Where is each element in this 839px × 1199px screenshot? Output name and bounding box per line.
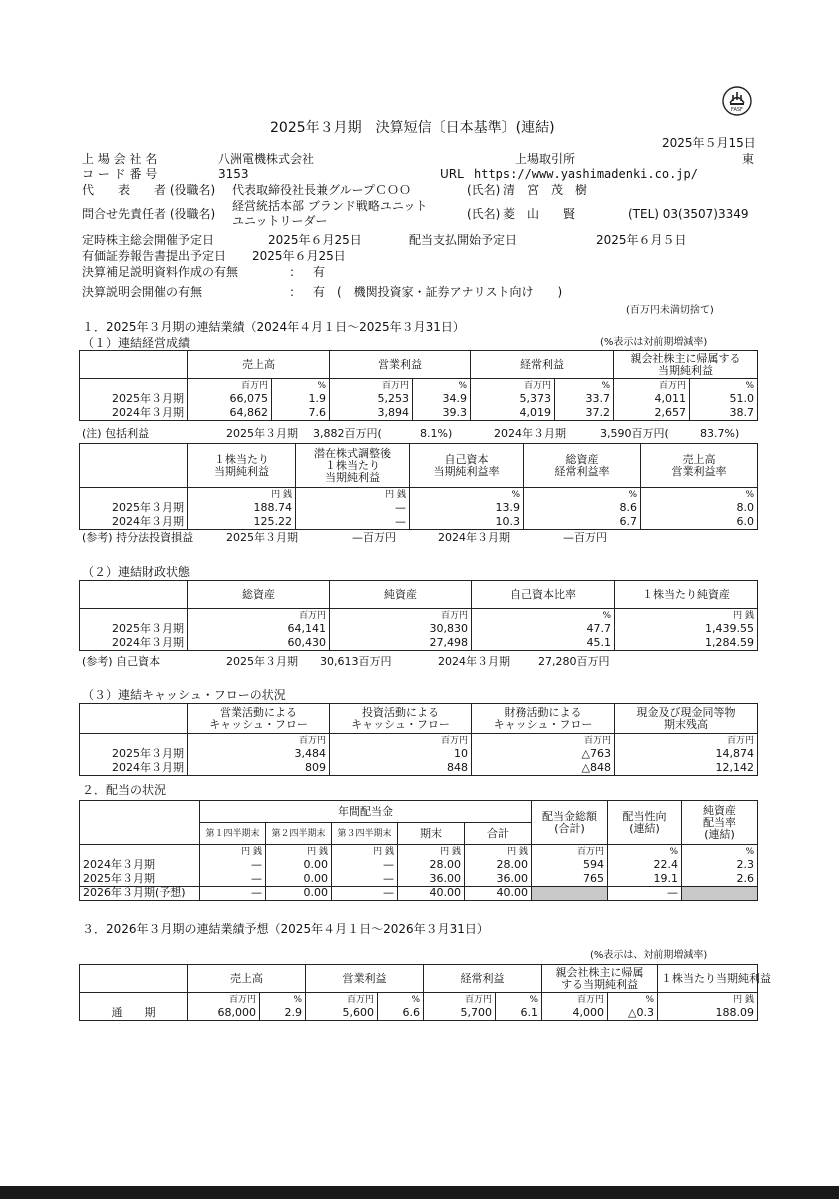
col-roa: 総資産 経常利益率 xyxy=(524,444,641,488)
value-cell: — xyxy=(296,502,410,516)
row-label: 2024年３月期 xyxy=(80,859,200,873)
row-label: 2025年３月期 xyxy=(80,873,200,887)
unit-cell: 百万円 xyxy=(188,734,330,748)
table-row xyxy=(80,873,758,887)
equity-note-period-1: 2025年３月期 xyxy=(226,531,298,544)
value-cell: 7.6 xyxy=(272,407,330,421)
exchange-label: 上場取引所 xyxy=(515,152,576,166)
contact-tel: (TEL) 03(3507)3349 xyxy=(628,207,749,221)
unit-cell: 百万円 xyxy=(472,734,615,748)
own-equity-value-1: 30,613百万円 xyxy=(320,655,392,668)
unit-row-label xyxy=(80,379,188,393)
shaded-cell xyxy=(682,887,758,901)
table-row xyxy=(80,502,758,516)
contact-name: 菱 山 賢 xyxy=(503,207,576,221)
forecast-table xyxy=(79,964,771,1021)
unit-note: (百万円未満切捨て) xyxy=(626,305,714,316)
comp-note-period-2: 2024年３月期 xyxy=(494,427,566,440)
exchange-value: 東 xyxy=(742,152,755,166)
agm-label: 定時株主総会開催予定日 xyxy=(82,233,215,247)
value-cell: 12,142 xyxy=(615,762,758,776)
shaded-cell xyxy=(532,887,608,901)
brief-colon: : xyxy=(290,285,295,299)
row-label: 2025年３月期 xyxy=(80,393,188,407)
row-label: 2024年３月期 xyxy=(80,516,188,530)
corner-cell xyxy=(80,351,188,379)
section-forecast-title: ３．2026年３月期の連結業績予想（2025年４月１日～2026年３月31日） xyxy=(82,922,489,936)
value-cell: △763 xyxy=(472,748,615,762)
value-cell: 6.0 xyxy=(641,516,758,530)
unit-cell: 円 銭 xyxy=(200,845,266,859)
col-eps: １株当たり 当期純利益 xyxy=(188,444,296,488)
unit-cell: 円 銭 xyxy=(658,993,758,1007)
contact-title-1: 経営統括本部 ブランド戦略ユニット xyxy=(232,199,428,213)
section-dividend-title: ２．配当の状況 xyxy=(82,783,167,797)
svg-text:FASF: FASF xyxy=(731,107,743,113)
corner-cell xyxy=(80,965,188,993)
value-cell: 34.9 xyxy=(413,393,471,407)
value-cell: — xyxy=(608,887,682,901)
col-ord-income: 経常利益 xyxy=(471,351,614,379)
table-row xyxy=(80,859,758,873)
value-cell: 5,700 xyxy=(424,1007,496,1021)
rep-title: 代表取締役社長兼グループＣＯＯ xyxy=(232,183,412,197)
value-cell: 40.00 xyxy=(398,887,465,901)
col-payout-ratio: 配当性向 (連結) xyxy=(608,801,682,845)
value-cell: — xyxy=(332,887,398,901)
col-op-income: 営業利益 xyxy=(306,965,424,993)
fasf-logo xyxy=(722,86,752,116)
unit-cell: % xyxy=(410,488,524,502)
unit-cell: % xyxy=(608,845,682,859)
row-label: 2025年３月期 xyxy=(80,502,188,516)
unit-cell: % xyxy=(555,379,614,393)
value-cell: 125.22 xyxy=(188,516,296,530)
value-cell: 6.7 xyxy=(524,516,641,530)
value-cell: — xyxy=(332,873,398,887)
value-cell: 4,000 xyxy=(542,1007,608,1021)
unit-cell: 百万円 xyxy=(188,993,260,1007)
agm-date: 2025年６月25日 xyxy=(268,233,362,247)
value-cell: 5,600 xyxy=(306,1007,378,1021)
value-cell: 68,000 xyxy=(188,1007,260,1021)
unit-cell: 百万円 xyxy=(330,379,413,393)
value-cell: 1,284.59 xyxy=(615,637,758,651)
value-cell: 188.74 xyxy=(188,502,296,516)
value-cell: — xyxy=(296,516,410,530)
unit-cell: % xyxy=(496,993,542,1007)
value-cell: 28.00 xyxy=(398,859,465,873)
rep-name-label: (氏名) xyxy=(467,183,501,197)
col-bps: １株当たり純資産 xyxy=(615,581,758,609)
col-investing-cf: 投資活動による キャッシュ・フロー xyxy=(330,704,472,734)
col-eps: １株当たり当期純利益 xyxy=(658,965,758,993)
col-dividend-on-equity: 純資産 配当率 (連結) xyxy=(682,801,758,845)
value-cell: 51.0 xyxy=(690,393,758,407)
operating-results-table xyxy=(79,350,758,421)
own-equity-value-2: 27,280百万円 xyxy=(538,655,610,668)
contact-title-2: ユニットリーダー xyxy=(232,214,328,228)
unit-cell: 円 銭 xyxy=(465,845,532,859)
value-cell: 27,498 xyxy=(330,637,472,651)
row-label: 2024年３月期 xyxy=(80,407,188,421)
col-sales: 売上高 xyxy=(188,351,330,379)
own-equity-note: (参考) 自己資本 xyxy=(82,655,161,668)
contact-label: 問合せ先責任者 (役職名) xyxy=(82,207,216,221)
company-label: 上 場 会 社 名 xyxy=(82,152,158,166)
unit-cell: % xyxy=(690,379,758,393)
row-label: 2025年３月期 xyxy=(80,748,188,762)
value-cell: 188.09 xyxy=(658,1007,758,1021)
value-cell: 10.3 xyxy=(410,516,524,530)
comp-note-period-1: 2025年３月期 xyxy=(226,427,298,440)
unit-cell: % xyxy=(682,845,758,859)
table-row xyxy=(80,762,758,776)
value-cell: 22.4 xyxy=(608,859,682,873)
col-sales: 売上高 xyxy=(188,965,306,993)
value-cell: 40.00 xyxy=(465,887,532,901)
row-label: 通 期 xyxy=(80,1007,188,1021)
col-net-income: 親会社株主に帰属する 当期純利益 xyxy=(614,351,758,379)
col-diluted-eps: 潜在株式調整後 １株当たり 当期純利益 xyxy=(296,444,410,488)
corner-cell xyxy=(80,704,188,734)
value-cell: 64,862 xyxy=(188,407,272,421)
section-cash-flow-title: （３）連結キャッシュ・フローの状況 xyxy=(82,688,286,702)
col-q2: 第２四半期末 xyxy=(266,823,332,845)
section-financial-position-title: （２）連結財政状態 xyxy=(82,565,191,579)
corner-cell xyxy=(80,444,188,488)
value-cell: — xyxy=(332,859,398,873)
comprehensive-income-note: (注) 包括利益 xyxy=(82,427,150,440)
row-label: 2025年３月期 xyxy=(80,623,188,637)
unit-cell: % xyxy=(272,379,330,393)
value-cell: 45.1 xyxy=(472,637,615,651)
report-date-value: 2025年６月25日 xyxy=(252,249,346,263)
unit-cell: % xyxy=(378,993,424,1007)
col-ord-income: 経常利益 xyxy=(424,965,542,993)
change-note: (%表示は対前期増減率) xyxy=(600,337,708,348)
value-cell: 37.2 xyxy=(555,407,614,421)
col-total-assets: 総資産 xyxy=(188,581,330,609)
value-cell: △0.3 xyxy=(608,1007,658,1021)
value-cell: 30,830 xyxy=(330,623,472,637)
col-roe: 自己資本 当期純利益率 xyxy=(410,444,524,488)
unit-cell: 円 銭 xyxy=(266,845,332,859)
code-label: コ ー ド 番 号 xyxy=(82,167,158,181)
row-label: 2024年３月期 xyxy=(80,637,188,651)
supp-value: 有 xyxy=(313,265,326,279)
company-name: 八洲電機株式会社 xyxy=(218,152,315,166)
unit-cell: 円 銭 xyxy=(296,488,410,502)
value-cell: 0.00 xyxy=(266,887,332,901)
value-cell: 765 xyxy=(532,873,608,887)
unit-cell: % xyxy=(524,488,641,502)
code-value: 3153 xyxy=(218,167,249,181)
col-net-assets: 純資産 xyxy=(330,581,472,609)
value-cell: 28.00 xyxy=(465,859,532,873)
unit-cell: 百万円 xyxy=(424,993,496,1007)
value-cell: 8.0 xyxy=(641,502,758,516)
equity-method-note: (参考) 持分法投資損益 xyxy=(82,531,194,544)
unit-cell: 円 銭 xyxy=(188,488,296,502)
comp-note-pct-1: 8.1%) xyxy=(420,427,453,440)
unit-row-label xyxy=(80,488,188,502)
rep-name: 清 宮 茂 樹 xyxy=(503,183,588,197)
value-cell: 594 xyxy=(532,859,608,873)
corner-cell xyxy=(80,801,200,845)
own-equity-period-1: 2025年３月期 xyxy=(226,655,298,668)
comp-note-value-2: 3,590百万円( xyxy=(600,427,669,440)
contact-name-label: (氏名) xyxy=(467,207,501,221)
value-cell: 809 xyxy=(188,762,330,776)
row-label: 2026年３月期(予想) xyxy=(80,887,200,901)
unit-cell: 百万円 xyxy=(532,845,608,859)
unit-cell: 百万円 xyxy=(306,993,378,1007)
value-cell: 2.6 xyxy=(682,873,758,887)
value-cell: 0.00 xyxy=(266,873,332,887)
unit-cell: % xyxy=(413,379,471,393)
col-total-dividend: 配当金総額 (合計) xyxy=(532,801,608,845)
corner-cell xyxy=(80,581,188,609)
unit-cell: 百万円 xyxy=(188,609,330,623)
col-net-income: 親会社株主に帰属 する当期純利益 xyxy=(542,965,658,993)
financial-position-table xyxy=(79,580,758,651)
unit-cell: 円 銭 xyxy=(615,609,758,623)
value-cell: — xyxy=(200,859,266,873)
value-cell: 13.9 xyxy=(410,502,524,516)
unit-cell: 百万円 xyxy=(614,379,690,393)
table-row xyxy=(80,516,758,530)
value-cell: 3,894 xyxy=(330,407,413,421)
value-cell: 6.1 xyxy=(496,1007,542,1021)
table-row xyxy=(80,623,758,637)
dividend-table xyxy=(79,800,758,901)
rep-label: 代 表 者 (役職名) xyxy=(82,183,216,197)
value-cell: 2,657 xyxy=(614,407,690,421)
table-row xyxy=(80,637,758,651)
unit-cell: % xyxy=(472,609,615,623)
div-start-label: 配当支払開始予定日 xyxy=(409,233,518,247)
own-equity-period-2: 2024年３月期 xyxy=(438,655,510,668)
value-cell: 8.6 xyxy=(524,502,641,516)
value-cell: 1.9 xyxy=(272,393,330,407)
supp-label: 決算補足説明資料作成の有無 xyxy=(82,265,239,279)
unit-row-label xyxy=(80,734,188,748)
unit-cell: % xyxy=(260,993,306,1007)
value-cell: 66,075 xyxy=(188,393,272,407)
col-annual-dividend: 年間配当金 xyxy=(200,801,532,823)
section-1-subtitle: （１）連結経営成績 xyxy=(82,336,191,350)
page-title: 2025年３月期 決算短信〔日本基準〕(連結) xyxy=(270,120,555,136)
value-cell: 47.7 xyxy=(472,623,615,637)
cash-flow-table xyxy=(79,703,758,776)
value-cell: 33.7 xyxy=(555,393,614,407)
table-row xyxy=(80,1007,758,1021)
url-link[interactable]: https://www.yashimadenki.co.jp/ xyxy=(474,167,698,181)
value-cell: 60,430 xyxy=(188,637,330,651)
unit-cell: 百万円 xyxy=(542,993,608,1007)
value-cell: — xyxy=(200,887,266,901)
table-row xyxy=(80,887,758,901)
report-label: 有価証券報告書提出予定日 xyxy=(82,249,227,263)
value-cell: 2.3 xyxy=(682,859,758,873)
report-date: 2025年５月15日 xyxy=(662,136,756,150)
unit-row-label xyxy=(80,993,188,1007)
col-cash-end: 現金及び現金同等物 期末残高 xyxy=(615,704,758,734)
value-cell: 64,141 xyxy=(188,623,330,637)
col-q3: 第３四半期末 xyxy=(332,823,398,845)
equity-note-value-1: —百万円 xyxy=(352,531,396,544)
url-label: URL xyxy=(440,167,464,181)
unit-cell: 円 銭 xyxy=(332,845,398,859)
col-op-margin: 売上高 営業利益率 xyxy=(641,444,758,488)
forecast-change-note: (%表示は、対前期増減率) xyxy=(590,950,708,961)
per-share-table xyxy=(79,443,758,530)
table-row xyxy=(80,748,758,762)
value-cell: 4,011 xyxy=(614,393,690,407)
supp-colon: : xyxy=(290,265,295,279)
value-cell: 14,874 xyxy=(615,748,758,762)
equity-note-period-2: 2024年３月期 xyxy=(438,531,510,544)
col-year-end: 期末 xyxy=(398,823,465,845)
value-cell: 6.6 xyxy=(378,1007,424,1021)
value-cell: 19.1 xyxy=(608,873,682,887)
col-op-income: 営業利益 xyxy=(330,351,471,379)
table-row xyxy=(80,407,758,421)
table-row xyxy=(80,393,758,407)
value-cell: 38.7 xyxy=(690,407,758,421)
value-cell: 5,253 xyxy=(330,393,413,407)
unit-cell: % xyxy=(641,488,758,502)
unit-cell: % xyxy=(608,993,658,1007)
value-cell: 1,439.55 xyxy=(615,623,758,637)
value-cell: 3,484 xyxy=(188,748,330,762)
value-cell: 5,373 xyxy=(471,393,555,407)
equity-note-value-2: —百万円 xyxy=(563,531,607,544)
value-cell: 39.3 xyxy=(413,407,471,421)
value-cell: 36.00 xyxy=(465,873,532,887)
section-1-title: １．2025年３月期の連結業績（2024年４月１日～2025年３月31日） xyxy=(82,320,465,334)
col-operating-cf: 営業活動による キャッシュ・フロー xyxy=(188,704,330,734)
unit-row-label xyxy=(80,845,200,859)
unit-cell: 百万円 xyxy=(188,379,272,393)
comp-note-value-1: 3,882百万円( xyxy=(313,427,382,440)
bottom-bar xyxy=(0,1186,839,1199)
value-cell: — xyxy=(200,873,266,887)
brief-value: 有 ( 機関投資家・証券アナリスト向け ) xyxy=(313,285,563,299)
unit-cell: 百万円 xyxy=(471,379,555,393)
brief-label: 決算説明会開催の有無 xyxy=(82,285,203,299)
value-cell: △848 xyxy=(472,762,615,776)
div-start-date: 2025年６月５日 xyxy=(596,233,687,247)
col-financing-cf: 財務活動による キャッシュ・フロー xyxy=(472,704,615,734)
col-total: 合計 xyxy=(465,823,532,845)
value-cell: 36.00 xyxy=(398,873,465,887)
value-cell: 4,019 xyxy=(471,407,555,421)
unit-cell: 百万円 xyxy=(330,734,472,748)
col-q1: 第１四半期末 xyxy=(200,823,266,845)
unit-cell: 百万円 xyxy=(615,734,758,748)
value-cell: 0.00 xyxy=(266,859,332,873)
row-label: 2024年３月期 xyxy=(80,762,188,776)
unit-cell: 円 銭 xyxy=(398,845,465,859)
comp-note-pct-2: 83.7%) xyxy=(700,427,740,440)
value-cell: 10 xyxy=(330,748,472,762)
value-cell: 2.9 xyxy=(260,1007,306,1021)
value-cell: 848 xyxy=(330,762,472,776)
unit-row-label xyxy=(80,609,188,623)
col-equity-ratio: 自己資本比率 xyxy=(472,581,615,609)
unit-cell: 百万円 xyxy=(330,609,472,623)
